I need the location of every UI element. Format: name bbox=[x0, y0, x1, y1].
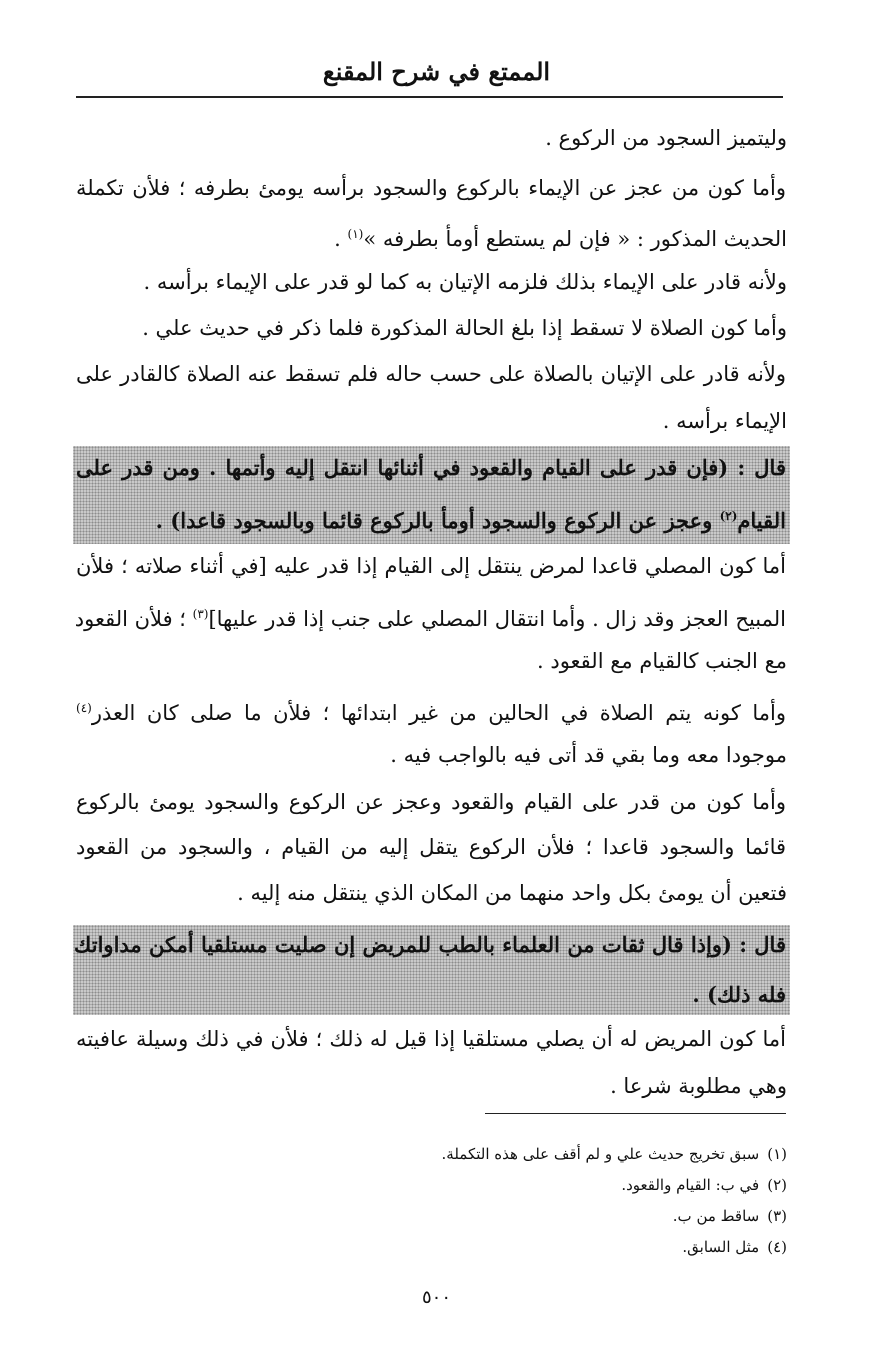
text-span: القيام bbox=[737, 508, 786, 533]
footnote-marker: (١) bbox=[347, 227, 364, 241]
text-span: . bbox=[334, 227, 341, 251]
footnote-text: مثل السابق. bbox=[682, 1238, 760, 1256]
quote-line: قال : (فإن قدر على القيام والقعود في أثنائها انتقل إليه وأتمها . ومن قدر على bbox=[76, 455, 786, 480]
text-line: وليتميز السجود من الركوع . bbox=[545, 126, 787, 150]
footnote-marker: (٣) bbox=[192, 607, 209, 621]
text-line: أما كون المريض له أن يصلي مستلقيا إذا قيل له ذلك ؛ فلأن في ذلك وسيلة عافيته bbox=[76, 1027, 786, 1051]
page-number: ٥٠٠ bbox=[421, 1287, 451, 1308]
text-span: المبيح العجز وقد زال . وأما انتقال المصلي على جنب إذا قدر عليها] bbox=[208, 607, 786, 631]
running-header-title: الممتع في شرح المقنع bbox=[322, 57, 551, 86]
matn-quote-box bbox=[73, 925, 790, 1015]
text-line: وأما كون من عجز عن الإيماء بالركوع والسجود برأسه يومئ بطرفه ؛ فلأن تكملة bbox=[76, 176, 786, 200]
footnote-marker: (٢) bbox=[719, 509, 738, 523]
footnote bbox=[673, 1202, 787, 1230]
footnote-text: ساقط من ب. bbox=[672, 1207, 760, 1225]
text-span: الحديث المذكور : « فإن لم يستطع أومأ بطرفه » bbox=[363, 227, 787, 251]
quote-line: قال : (وإذا قال ثقات من العلماء بالطب للمريض إن صليت مستلقيا أمكن مداواتك bbox=[74, 932, 786, 957]
text-line bbox=[76, 588, 786, 640]
text-span: ؛ فلأن القعود bbox=[74, 607, 193, 631]
text-line: الإيماء برأسه . bbox=[662, 409, 787, 433]
footnote bbox=[682, 1233, 787, 1261]
quote-line bbox=[76, 490, 786, 542]
footnote bbox=[442, 1140, 787, 1168]
header-rule bbox=[76, 96, 783, 98]
text-line: وأما كون من قدر على القيام والقعود وعجز عن الركوع والسجود يومئ بالركوع bbox=[76, 790, 786, 814]
text-line: موجودا معه وما بقي قد أتى فيه بالواجب فيه . bbox=[390, 743, 787, 767]
footnote-number: (٣) bbox=[767, 1207, 787, 1225]
text-line: ولأنه قادر على الإيماء بذلك فلزمه الإتيان به كما لو قدر على الإيماء برأسه . bbox=[143, 270, 787, 294]
footnote-number: (٤) bbox=[767, 1238, 787, 1256]
footnote-number: (١) bbox=[767, 1145, 787, 1163]
footnote-text: سبق تخريج حديث علي و لم أقف على هذه التكملة. bbox=[441, 1145, 760, 1163]
text-line bbox=[334, 208, 787, 260]
text-line: أما كون المصلي قاعدا لمرض ينتقل إلى القيام إذا قدر عليه [في أثناء صلاته ؛ فلأن bbox=[76, 554, 786, 578]
footnote-separator bbox=[485, 1113, 786, 1114]
text-line: مع الجنب كالقيام مع القعود . bbox=[537, 649, 787, 673]
text-line: فتعين أن يومئ بكل واحد منهما من المكان الذي ينتقل منه إليه . bbox=[237, 881, 787, 905]
text-line: ولأنه قادر على الإتيان بالصلاة على حسب حاله فلم تسقط عنه الصلاة كالقادر على bbox=[76, 362, 786, 386]
footnote-marker: (٤) bbox=[76, 701, 92, 715]
footnote bbox=[621, 1171, 787, 1199]
text-span: وأما كونه يتم الصلاة في الحالين من غير ابتدائها ؛ فلأن ما صلى كان العذر bbox=[91, 701, 786, 725]
footnote-number: (٢) bbox=[767, 1176, 787, 1194]
text-line: قائما والسجود قاعدا ؛ فلأن الركوع يتقل إليه من القيام ، والسجود من القعود bbox=[76, 835, 786, 859]
footnote-text: في ب: القيام والقعود. bbox=[621, 1176, 760, 1194]
matn-quote-box bbox=[73, 446, 790, 544]
quote-line: فله ذلك) . bbox=[692, 982, 786, 1007]
text-span: وعجز عن الركوع والسجود أومأ بالركوع قائما وبالسجود قاعدا) . bbox=[155, 508, 720, 533]
text-line: وأما كون الصلاة لا تسقط إذا بلغ الحالة المذكورة فلما ذكر في حديث علي . bbox=[142, 316, 787, 340]
text-line bbox=[76, 682, 786, 734]
text-line: وهي مطلوبة شرعا . bbox=[610, 1074, 787, 1098]
